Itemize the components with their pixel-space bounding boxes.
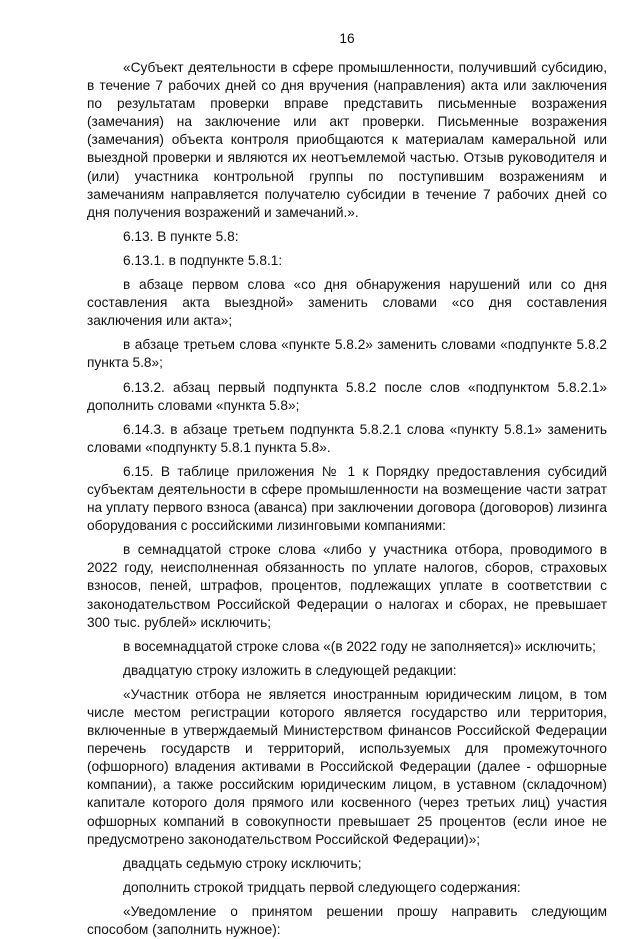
paragraph: «Уведомление о принятом решении прошу направить следующим способом (заполнить нужное): [87,903,607,938]
paragraph: двадцатую строку изложить в следующей редакции: [123,662,457,678]
paragraph: в абзаце первом слова «со дня обнаружения нарушений или со дня составления акта выездной» заменить словами «со дня составления заключения или акта»; [87,277,607,329]
paragraph: 6.13. В пункте 5.8: [123,228,239,244]
paragraph: 6.13.2. абзац первый подпункта 5.8.2 после слов «подпунктом 5.8.2.1» дополнить словами «пункта 5.8»; [87,379,607,413]
paragraph: 6.15. В таблице приложения № 1 к Порядку предоставления субсидий субъектам деятельности в сфере промышленности на возмещение части затрат на уплату первого взноса (аванса) при заключении договора (договоров) лизинга оборудования с российскими лизинговыми компаниями: [87,463,607,534]
paragraph: 6.13.1. в подпункте 5.8.1: [123,252,283,268]
paragraph: двадцать седьмую строку исключить; [123,855,362,871]
paragraph: дополнить строкой тридцать первой следующего содержания: [123,879,521,895]
paragraph: в восемнадцатой строке слова «(в 2022 году не заполняется)» исключить; [123,638,596,654]
paragraph: 6.14.3. в абзаце третьем подпункта 5.8.2.1 слова «пункту 5.8.1» заменить словами «подпункту 5.8.1 пункта 5.8». [87,421,607,455]
paragraph: в семнадцатой строке слова «либо у участника отбора, проводимого в 2022 году, неисполненная обязанность по уплате налогов, сборов, страховых взносов, пеней, штрафов, процентов, подлежащих уплате в соответствии с законодательством Российской Федерации о налогах и сборах, не превышает 300 тыс. рублей» исключить; [87,542,607,630]
paragraph: «Субъект деятельности в сфере промышленности, получивший субсидию, в течение 7 рабочих дней со дня вручения (направления) акта или заключения по результатам проверки вправе представить письменные возражения (замечания) на заключение или акт проверки. Письменные возражения (замечания) объекта контроля приобщаются к материалам камеральной или выездной проверки и являются их неотъемлемой частью. Отзыв руководителя и (или) участника контрольной группы по поступившим возражениям и замечаниям направляется получателю субсидии в течение 7 рабочих дней со дня получения возражений и замечаний.». [87,60,607,220]
paragraph: в абзаце третьем слова «пункте 5.8.2» заменить словами «подпункте 5.8.2 пункта 5.8»; [87,337,607,371]
paragraph: «Участник отбора не является иностранным юридическим лицом, в том числе местом регистрации которого является государство или территория, включенные в утверждаемый Министерством финансов Российской Федерации перечень государств и территорий, используемых для промежуточного (офшорного) владения активами в Российской Федерации (далее - офшорные компании), а также российским юридическим лицом, в уставном (складочном) капитале которого доля прямого или косвенного (через третьих лиц) участия офшорных компаний в совокупности превышает 25 процентов (если иное не предусмотрено законодательством Российской Федерации)»; [87,686,607,847]
page-number: 16 [339,31,355,46]
document-body [87,59,607,939]
